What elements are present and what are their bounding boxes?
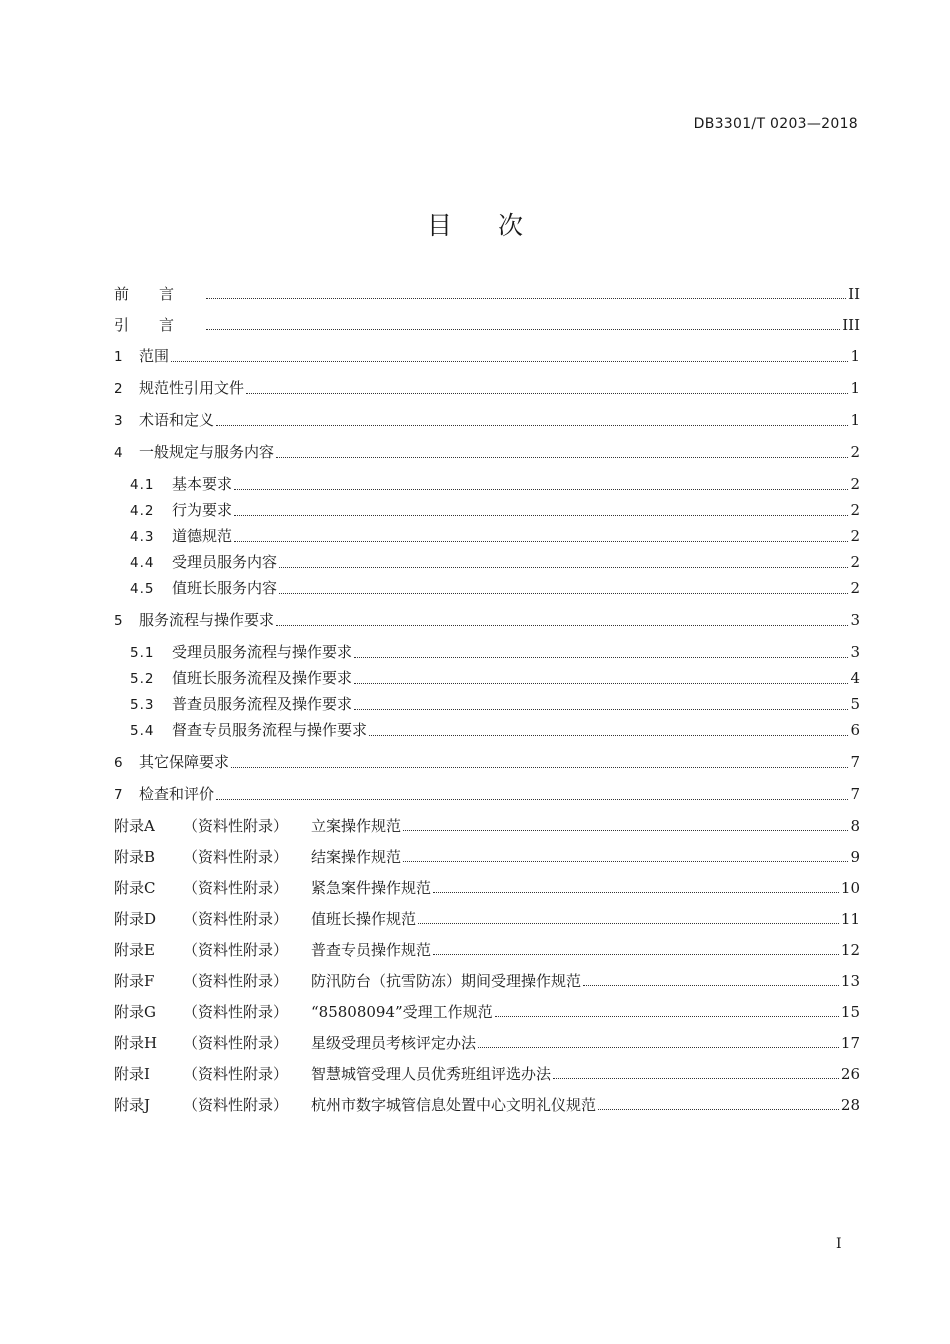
dot-leader [231, 767, 848, 768]
toc-entry[interactable] [114, 578, 860, 599]
toc-entry-label-group [114, 410, 214, 431]
toc-entry-title: 智慧城管受理人员优秀班组评选办法 [311, 1065, 552, 1083]
toc-entry-title: 紧急案件操作规范 [311, 879, 432, 897]
toc-entry-title: 结案操作规范 [311, 848, 402, 866]
toc-entry[interactable] [114, 346, 860, 367]
toc-entry-title: 受理员服务流程与操作要求 [172, 643, 353, 661]
toc-entry[interactable] [114, 909, 860, 929]
dot-leader [433, 954, 839, 955]
page-number: I [836, 1236, 842, 1252]
toc-page-number: 1 [850, 347, 860, 365]
toc-entry[interactable] [114, 940, 860, 960]
dot-leader [403, 830, 848, 831]
toc-page-number: 2 [850, 553, 860, 571]
toc-section-number: 5.4 [130, 723, 155, 739]
dot-leader [418, 923, 839, 924]
toc-page-number: 3 [850, 611, 860, 629]
toc-page-number: 17 [840, 1034, 860, 1052]
dot-leader [234, 489, 848, 490]
toc-page-number: 11 [840, 910, 860, 928]
toc-entry-title: 受理员服务内容 [172, 553, 278, 571]
toc-page-number: 1 [850, 379, 860, 397]
toc-entry[interactable] [114, 500, 860, 521]
toc-page-number: 7 [850, 785, 860, 803]
toc-entry-label-group [114, 610, 274, 631]
toc-entry[interactable] [114, 284, 860, 304]
toc-entry[interactable] [114, 315, 860, 335]
dot-leader [433, 892, 839, 893]
toc-entry-label-group [114, 442, 274, 463]
toc-entry[interactable] [114, 642, 860, 663]
dot-leader [354, 709, 848, 710]
dot-leader [234, 515, 848, 516]
toc-annex-type: （资料性附录） [183, 1096, 289, 1114]
toc-page-number: 4 [850, 669, 860, 687]
toc-page-number: 2 [850, 443, 860, 461]
toc-entry[interactable] [114, 847, 860, 867]
dot-leader [403, 861, 848, 862]
toc-entry-label-group [114, 752, 229, 773]
dot-leader [354, 657, 848, 658]
toc-section-number: 2 [114, 381, 123, 397]
toc-page-number: 7 [850, 753, 860, 771]
toc-annex-type: （资料性附录） [183, 941, 289, 959]
toc-entry-title: 值班长服务内容 [172, 579, 278, 597]
toc-entry-label-group [114, 1064, 551, 1084]
toc-annex-type: （资料性附录） [183, 1065, 289, 1083]
toc-entry[interactable] [114, 1064, 860, 1084]
toc-entry-title: 普查专员操作规范 [311, 941, 432, 959]
toc-page-number: 28 [840, 1096, 860, 1114]
toc-entry-title: 引言 [114, 316, 205, 334]
toc-entry-title: 前言 [114, 285, 205, 303]
toc-entry-label-group [114, 847, 401, 867]
toc-entry-title: 防汛防台（抗雪防冻）期间受理操作规范 [311, 972, 582, 990]
toc-section-number: 3 [114, 413, 123, 429]
toc-entry[interactable] [114, 971, 860, 991]
toc-entry-title: 杭州市数字城管信息处置中心文明礼仪规范 [311, 1096, 597, 1114]
toc-entry-title: 督查专员服务流程与操作要求 [172, 721, 368, 739]
toc-entry-title: 术语和定义 [139, 411, 215, 429]
toc-page-number: 12 [840, 941, 860, 959]
dot-leader [246, 393, 848, 394]
toc-entry-label-group [114, 971, 581, 991]
toc-section-number: 7 [114, 787, 123, 803]
toc-entry[interactable] [114, 816, 860, 836]
toc-section-number: 4.2 [130, 503, 155, 519]
dot-leader [206, 298, 846, 299]
toc-entry-title: 服务流程与操作要求 [139, 611, 275, 629]
toc-entry-title: 道德规范 [172, 527, 233, 545]
toc-section-number: 6 [114, 755, 123, 771]
toc-entry[interactable] [114, 752, 860, 773]
dot-leader [216, 799, 848, 800]
toc-entry-label-group [114, 1033, 476, 1053]
toc-section-number: 4.5 [130, 581, 155, 597]
toc-page-number: 2 [850, 475, 860, 493]
toc-entry-title: 星级受理员考核评定办法 [311, 1034, 477, 1052]
dot-leader [171, 361, 848, 362]
toc-page-number: 13 [840, 972, 860, 990]
toc-entry-label-group [114, 909, 416, 929]
document-code: DB3301/T 0203—2018 [693, 116, 858, 132]
toc-entry-title: 规范性引用文件 [139, 379, 245, 397]
toc-entry-title: 普查员服务流程及操作要求 [172, 695, 353, 713]
toc-entry-label-group [114, 1002, 493, 1022]
toc-page-number: 2 [850, 527, 860, 545]
toc-section-number: 4.4 [130, 555, 155, 571]
toc-section-number: 5.1 [130, 645, 155, 661]
toc-section-number: 1 [114, 349, 123, 365]
toc-annex-id: 附录B [114, 848, 156, 866]
toc-entry-label-group [130, 526, 232, 547]
toc-entry-title: 值班长操作规范 [311, 910, 417, 928]
toc-entry-label-group [114, 284, 204, 304]
toc-entry[interactable] [114, 410, 860, 431]
toc-annex-type: （资料性附录） [183, 910, 289, 928]
toc-page-number: 9 [850, 848, 860, 866]
toc-entry[interactable] [114, 552, 860, 573]
dot-leader [276, 625, 848, 626]
toc-page-number: 5 [850, 695, 860, 713]
toc-entry-label-group [114, 346, 169, 367]
toc-annex-id: 附录F [114, 972, 155, 990]
toc-page-number: 26 [840, 1065, 860, 1083]
toc-annex-id: 附录G [114, 1003, 156, 1021]
dot-leader [234, 541, 848, 542]
toc-annex-type: （资料性附录） [183, 972, 289, 990]
toc-page-number: 2 [850, 579, 860, 597]
toc-page-number: 6 [850, 721, 860, 739]
toc-annex-id: 附录C [114, 879, 156, 897]
page-title: 目次 [426, 211, 569, 240]
dot-leader [583, 985, 839, 986]
toc-entry-label-group [130, 694, 352, 715]
toc-annex-type: （资料性附录） [183, 848, 289, 866]
toc-section-number: 4 [114, 445, 123, 461]
toc-page-number: II [848, 285, 860, 303]
toc-page-number: 1 [850, 411, 860, 429]
dot-leader [279, 567, 848, 568]
toc-entry[interactable] [114, 526, 860, 547]
toc-page-number: 8 [850, 817, 860, 835]
toc-entry[interactable] [114, 1095, 860, 1115]
toc-section-number: 5.3 [130, 697, 155, 713]
dot-leader [216, 425, 848, 426]
toc-annex-type: （资料性附录） [183, 817, 289, 835]
toc-section-number: 5 [114, 613, 123, 629]
toc-entry-label-group [114, 940, 431, 960]
toc-entry-label-group [130, 578, 277, 599]
toc-entry[interactable] [114, 1002, 860, 1022]
toc-entry-label-group [114, 784, 214, 805]
toc-section-number: 5.2 [130, 671, 155, 687]
toc-entry-label-group [114, 878, 431, 898]
toc-entry-label-group [130, 642, 352, 663]
toc-entry-title: 基本要求 [172, 475, 233, 493]
toc-entry[interactable] [114, 720, 860, 741]
toc-page-number: 10 [840, 879, 860, 897]
toc-entry-title: 行为要求 [172, 501, 233, 519]
toc-entry-title: 范围 [139, 347, 170, 365]
dot-leader [369, 735, 848, 736]
toc-entry[interactable] [114, 668, 860, 689]
toc-entry[interactable] [114, 474, 860, 495]
toc-entry-label-group [114, 315, 204, 335]
toc-page-number: 2 [850, 501, 860, 519]
toc-entry[interactable] [114, 378, 860, 399]
toc-entry-title: 一般规定与服务内容 [139, 443, 275, 461]
toc-entry-title: “85808094”受理工作规范 [311, 1003, 493, 1021]
toc-entry-title: 立案操作规范 [311, 817, 402, 835]
dot-leader [206, 329, 840, 330]
toc-entry-label-group [130, 720, 367, 741]
toc-annex-id: 附录A [114, 817, 155, 835]
toc-annex-id: 附录D [114, 910, 157, 928]
toc-entry[interactable] [114, 878, 860, 898]
toc-page-number: III [842, 316, 860, 334]
toc-entry[interactable] [114, 784, 860, 805]
toc-annex-id: 附录I [114, 1065, 150, 1083]
dot-leader [495, 1016, 839, 1017]
toc-annex-type: （资料性附录） [183, 1034, 289, 1052]
dot-leader [276, 457, 848, 458]
toc-page-number: 3 [850, 643, 860, 661]
dot-leader [553, 1078, 839, 1079]
toc-entry-label-group [130, 552, 277, 573]
toc-annex-id: 附录E [114, 941, 155, 959]
toc-entry-label-group [130, 500, 232, 521]
toc-entry-title: 值班长服务流程及操作要求 [172, 669, 353, 687]
toc-entry-label-group [114, 378, 244, 399]
toc-entry-label-group [114, 816, 401, 836]
toc-entry-title: 其它保障要求 [139, 753, 230, 771]
toc-section-number: 4.1 [130, 477, 155, 493]
toc-entry[interactable] [114, 1033, 860, 1053]
toc-entry-label-group [114, 1095, 596, 1115]
toc-annex-id: 附录J [114, 1096, 151, 1114]
toc-annex-type: （资料性附录） [183, 1003, 289, 1021]
dot-leader [598, 1109, 839, 1110]
toc-entry[interactable] [114, 442, 860, 463]
toc-entry-title: 检查和评价 [139, 785, 215, 803]
toc-entry[interactable] [114, 610, 860, 631]
dot-leader [478, 1047, 839, 1048]
toc-entry-label-group [130, 474, 232, 495]
toc-section-number: 4.3 [130, 529, 155, 545]
toc-annex-type: （资料性附录） [183, 879, 289, 897]
toc-entry-label-group [130, 668, 352, 689]
toc-entry[interactable] [114, 694, 860, 715]
dot-leader [279, 593, 848, 594]
table-of-contents [114, 284, 860, 1126]
toc-annex-id: 附录H [114, 1034, 158, 1052]
dot-leader [354, 683, 848, 684]
toc-page-number: 15 [840, 1003, 860, 1021]
